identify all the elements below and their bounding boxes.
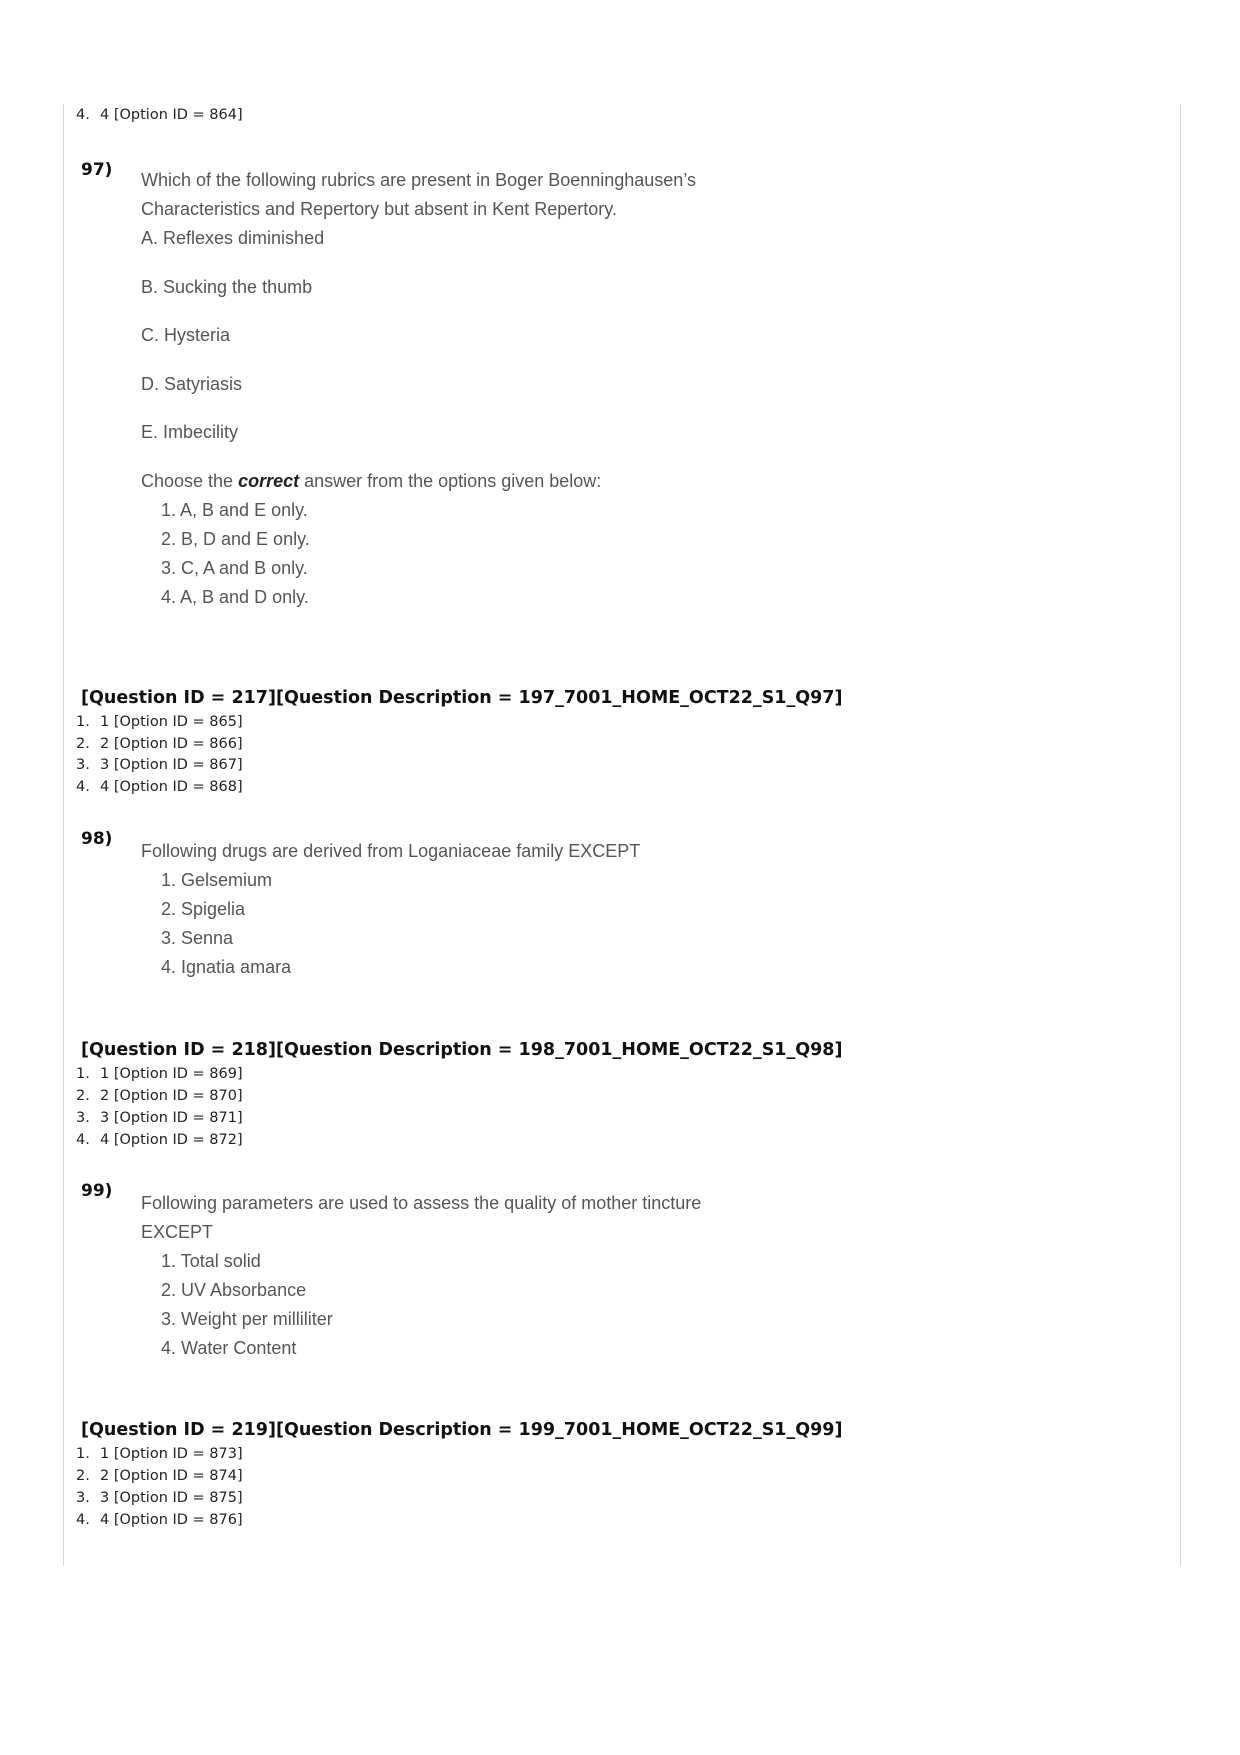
answer-choice: 1. Gelsemium: [161, 870, 273, 890]
answer-choice: 2. B, D and E only.: [161, 529, 310, 549]
option-text: 4 [Option ID = 876]: [100, 1512, 243, 1528]
option-item: [76, 1110, 243, 1126]
option-text: 2 [Option ID = 866]: [100, 736, 243, 752]
option-text: 1 [Option ID = 869]: [100, 1066, 243, 1082]
option-number: 1.: [76, 1446, 90, 1462]
question-text-line: Following parameters are used to assess the quality of mother tincture: [141, 1193, 702, 1213]
question-text-line: Which of the following rubrics are present in Boger Boenninghausen’s: [141, 170, 696, 190]
option-item: [76, 1446, 243, 1462]
statement-item: C. Hysteria: [141, 325, 231, 345]
answer-choice: 2. Spigelia: [161, 899, 246, 919]
option-text: 4 [Option ID = 864]: [100, 107, 243, 123]
instruction-text: answer from the options given below:: [299, 471, 602, 491]
option-number: 2.: [76, 1468, 90, 1484]
question-id-header: [Question ID = 218][Question Description = 198_7001_HOME_OCT22_S1_Q98]: [81, 1040, 843, 1060]
question-id-header: [Question ID = 217][Question Description = 197_7001_HOME_OCT22_S1_Q97]: [81, 688, 843, 708]
answer-choice: 3. Weight per milliliter: [161, 1309, 333, 1329]
option-number: 4.: [76, 1132, 90, 1148]
statement-item: D. Satyriasis: [141, 374, 243, 394]
option-text: 3 [Option ID = 875]: [100, 1490, 243, 1506]
option-text: 3 [Option ID = 867]: [100, 757, 243, 773]
option-text: 4 [Option ID = 868]: [100, 779, 243, 795]
answer-choice: 2. UV Absorbance: [161, 1280, 307, 1300]
question-number: 97): [81, 160, 113, 180]
answer-choice: 4. A, B and D only.: [161, 587, 309, 607]
option-item: [76, 1088, 243, 1104]
option-item: [76, 1132, 243, 1148]
question-number: 98): [81, 829, 113, 849]
option-text: 1 [Option ID = 873]: [100, 1446, 243, 1462]
option-item: [76, 107, 243, 123]
option-text: 2 [Option ID = 874]: [100, 1468, 243, 1484]
question-id-header: [Question ID = 219][Question Description = 199_7001_HOME_OCT22_S1_Q99]: [81, 1420, 843, 1440]
option-number: 2.: [76, 1088, 90, 1104]
answer-choice: 1. Total solid: [161, 1251, 261, 1271]
option-number: 3.: [76, 1110, 90, 1126]
option-item: [76, 757, 243, 773]
question-text-line: Characteristics and Repertory but absent in Kent Repertory.: [141, 199, 617, 219]
option-item: [76, 779, 243, 795]
option-item: [76, 1490, 243, 1506]
instruction-text: Choose the: [141, 471, 239, 491]
option-text: 2 [Option ID = 870]: [100, 1088, 243, 1104]
option-number: 4.: [76, 779, 90, 795]
answer-choice: 1. A, B and E only.: [161, 500, 308, 520]
option-text: 1 [Option ID = 865]: [100, 714, 243, 730]
statement-item: B. Sucking the thumb: [141, 277, 313, 297]
answer-choice: 4. Water Content: [161, 1338, 297, 1358]
option-item: [76, 714, 243, 730]
option-number: 3.: [76, 757, 90, 773]
option-text: 3 [Option ID = 871]: [100, 1110, 243, 1126]
statement-item: A. Reflexes diminished: [141, 228, 325, 248]
option-number: 3.: [76, 1490, 90, 1506]
option-item: [76, 1066, 243, 1082]
option-number: 4.: [76, 107, 90, 123]
statement-item: E. Imbecility: [141, 422, 239, 442]
option-number: 1.: [76, 714, 90, 730]
question-text-line: Following drugs are derived from Loganiaceae family EXCEPT: [141, 841, 641, 861]
answer-choice: 3. C, A and B only.: [161, 558, 308, 578]
question-text-line: EXCEPT: [141, 1222, 214, 1242]
option-item: [76, 736, 243, 752]
instruction-line: [141, 471, 601, 492]
option-item: [76, 1468, 243, 1484]
option-number: 4.: [76, 1512, 90, 1528]
question-number: 99): [81, 1181, 113, 1201]
instruction-emphasis: correct: [238, 471, 300, 491]
answer-choice: 3. Senna: [161, 928, 234, 948]
option-number: 2.: [76, 736, 90, 752]
answer-choice: 4. Ignatia amara: [161, 957, 292, 977]
option-number: 1.: [76, 1066, 90, 1082]
option-text: 4 [Option ID = 872]: [100, 1132, 243, 1148]
option-item: [76, 1512, 243, 1528]
